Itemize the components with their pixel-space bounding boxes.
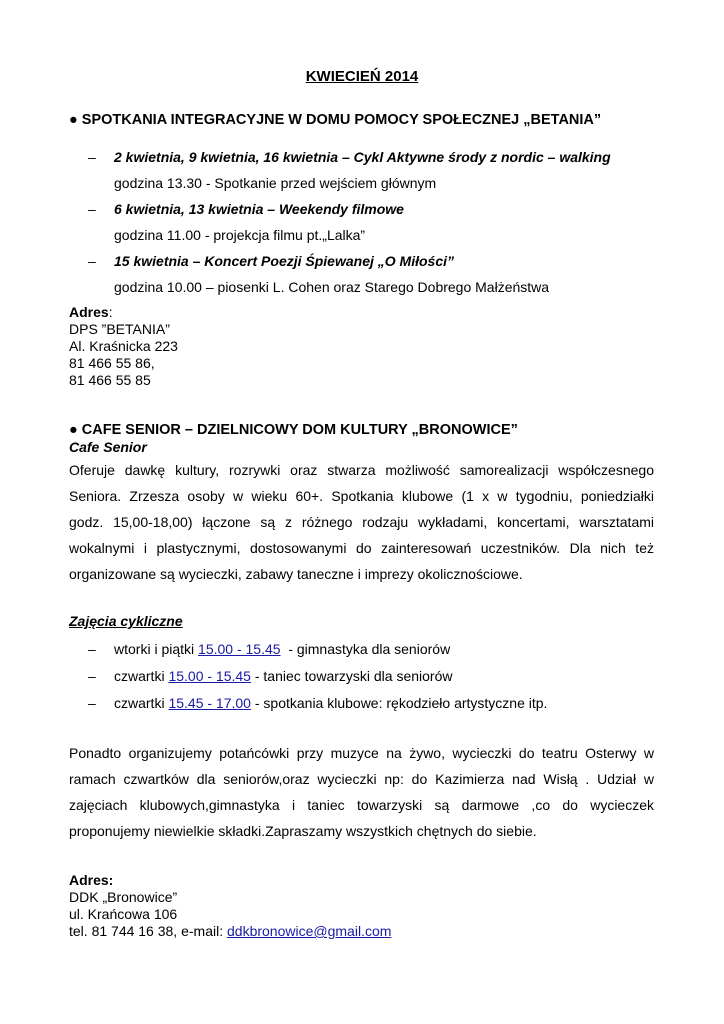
section1-heading: ● SPOTKANIA INTEGRACYJNE W DOMU POMOCY SPOŁECZNEJ „BETANIA” [69, 112, 602, 128]
item3-head: 15 kwietnia – Koncert Poezji Śpiewanej „O Miłości” [114, 253, 454, 269]
address1-label-line [69, 304, 113, 320]
class2-days: czwartki [114, 668, 169, 684]
class1-desc: - gimnastyka dla seniorów [280, 641, 451, 657]
class1-days: wtorki i piątki [114, 641, 199, 657]
item1-dash: – [88, 149, 96, 165]
section2-paragraph2 [69, 740, 654, 844]
class2-dash: – [88, 668, 96, 684]
para1-line-1: Oferuje dawkę kultury, rozrywki oraz stwarza możliwość samorealizacji współczesnego [69, 462, 654, 478]
para1-line-5: organizowane są wycieczki, zabawy taneczne i imprezy okolicznościowe. [69, 566, 523, 582]
address1-line-2: Al. Kraśnicka 223 [69, 338, 178, 354]
class1-dash: – [88, 641, 96, 657]
address1-colon: : [108, 304, 113, 320]
class2-line [114, 668, 453, 684]
item2-head: 6 kwietnia, 13 kwietnia – Weekendy filmowe [114, 201, 404, 217]
item3-dash: – [88, 253, 96, 269]
address2-line-2: ul. Krańcowa 106 [69, 906, 178, 922]
class3-days: czwartki [114, 695, 169, 711]
item3-detail: godzina 10.00 – piosenki L. Cohen oraz Starego Dobrego Małżeństwa [114, 279, 550, 295]
class3-time-link[interactable]: 15.45 - 17.00 [168, 695, 251, 711]
section2-heading: ● CAFE SENIOR – DZIELNICOWY DOM KULTURY „BRONOWICE” [69, 422, 518, 438]
class2-desc: - taniec towarzyski dla seniorów [250, 668, 453, 684]
class3-dash: – [88, 695, 96, 711]
item1-head: 2 kwietnia, 9 kwietnia, 16 kwietnia – Cykl Aktywne środy z nordic – walking [114, 149, 611, 165]
class3-line [114, 695, 547, 711]
address2-contact-line [69, 923, 391, 939]
classes-heading: Zajęcia cykliczne [69, 613, 183, 629]
page-title: KWIECIEŃ 2014 [305, 68, 419, 85]
section2-subheading: Cafe Senior [69, 439, 147, 455]
address2-phone: tel. 81 744 16 38, e-mail: [69, 923, 227, 939]
address2-line-1: DDK „Bronowice” [69, 889, 178, 905]
para2-line-1: Ponadto organizujemy potańcówki przy muzyce na żywo, wycieczki do teatru Osterwy w [69, 745, 654, 761]
item2-dash: – [88, 201, 96, 217]
address1-line-3: 81 466 55 86, [69, 355, 155, 371]
para2-line-2: ramach czwartków dla seniorów,oraz wycieczki np: do Kazimierza nad Wisłą . Udział w [69, 771, 654, 787]
para1-line-3: godz. 15,00-18,00) łączone są z różnego rodzaju wykładami, koncertami, warsztatami [69, 514, 654, 530]
item2-detail: godzina 11.00 - projekcja filmu pt.„Lalka” [114, 227, 366, 243]
item1-detail: godzina 13.30 - Spotkanie przed wejściem głównym [114, 175, 437, 191]
address1-label: Adres [69, 304, 109, 320]
address2-label: Adres: [69, 872, 114, 888]
class2-time-link[interactable]: 15.00 - 15.45 [168, 668, 251, 684]
class1-line [114, 641, 450, 657]
address1-line-4: 81 466 55 85 [69, 372, 151, 388]
para2-line-4: proponujemy niewielkie składki.Zapraszamy wszystkich chętnych do siebie. [69, 823, 537, 839]
class3-desc: - spotkania klubowe: rękodzieło artystyczne itp. [250, 695, 548, 711]
para1-line-4: wokalnymi i plastycznymi, dostosowanymi do zainteresowań uczestników. Dla nich też [69, 540, 654, 556]
address1-line-1: DPS ”BETANIA” [69, 321, 170, 337]
para1-line-2: Seniora. Zrzesza osoby w wieku 60+. Spotkania klubowe (1 x w tygodniu, poniedziałki [69, 488, 654, 504]
para2-line-3: zajęciach klubowych,gimnastyka i taniec towarzyski są darmowe ,co do wycieczek [69, 797, 654, 813]
email-link[interactable]: ddkbronowice@gmail.com [227, 923, 392, 939]
section2-paragraph1 [69, 457, 654, 587]
class1-time-link[interactable]: 15.00 - 15.45 [198, 641, 281, 657]
